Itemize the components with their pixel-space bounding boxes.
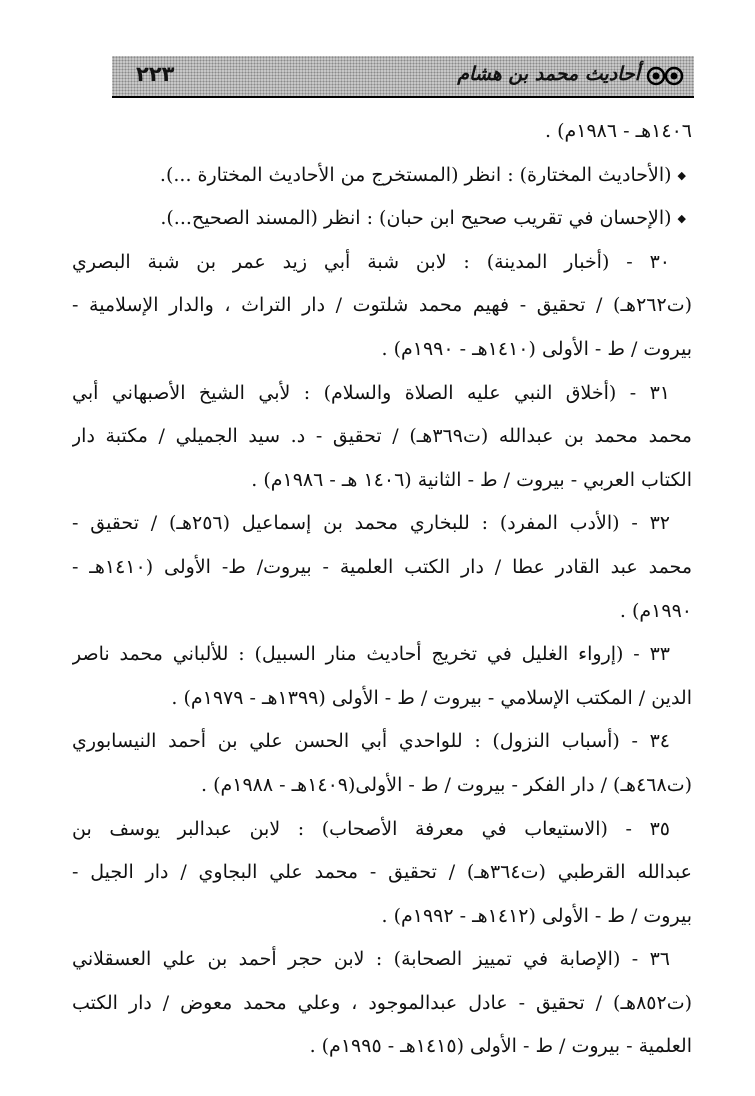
entry-continuation-line	[72, 982, 692, 1026]
bibliography-body	[72, 110, 692, 1069]
line-text: الكتاب العربي - بيروت / ط - الثانية (١٤٠٦ هـ - ١٩٨٦م) .	[251, 468, 692, 491]
line-text: (ت٤٦٨هـ) / دار الفكر - بيروت / ط - الأولى(١٤٠٩هـ - ١٩٨٨م) .	[201, 773, 692, 796]
page-header	[112, 56, 694, 98]
entry-continuation-line	[72, 764, 692, 808]
entry-continuation-line	[72, 284, 692, 328]
entry-continuation-line	[72, 459, 692, 503]
diamond-bullet-icon: ◆	[677, 168, 686, 182]
line-text: ٣٦ - (الإصابة في تمييز الصحابة) : لابن حجر أحمد بن علي العسقلاني	[72, 948, 670, 971]
running-title: أحاديث محمد بن هشام	[457, 63, 640, 85]
entry-continuation-line	[72, 328, 692, 372]
line-text: ٣٣ - (إرواء الغليل في تخريج أحاديث منار السبيل) : للألباني محمد ناصر	[72, 643, 670, 666]
entry-continuation-line	[72, 1025, 692, 1069]
line-text: ١٩٩٠م) .	[619, 599, 692, 622]
line-text: ٣٤ - (أسباب النزول) : للواحدي أبي الحسن علي بن أحمد النيسابوري	[72, 730, 670, 753]
entry-first-line	[72, 633, 692, 677]
entry-continuation-line	[72, 590, 692, 634]
line-text: بيروت / ط - الأولى (١٤١٢هـ - ١٩٩٢م) .	[381, 904, 692, 927]
entry-continuation-line	[72, 677, 692, 721]
entry-continuation-line	[72, 546, 692, 590]
page-number: ٢٢٣	[136, 62, 175, 86]
line-text: بيروت / ط - الأولى (١٤١٠هـ - ١٩٩٠م) .	[381, 337, 692, 360]
entry-continuation-line	[72, 110, 692, 154]
bullet-entry	[72, 154, 692, 198]
line-text: ٣١ - (أخلاق النبي عليه الصلاة والسلام) : لأبي الشيخ الأصبهاني أبي	[72, 381, 670, 404]
line-text: (الأحاديث المختارة) : انظر (المستخرج من الأحاديث المختارة ...).	[159, 163, 672, 186]
entry-continuation-line	[72, 415, 692, 459]
line-text: ٣٠ - (أخبار المدينة) : لابن شبة أبي زيد عمر بن شبة البصري	[72, 250, 670, 273]
line-text: عبدالله القرطبي (ت٣٦٤هـ) / تحقيق - محمد علي البجاوي / دار الجيل -	[72, 861, 692, 884]
line-text: ٣٥ - (الاستيعاب في معرفة الأصحاب) : لابن عبدالبر يوسف بن	[72, 817, 670, 840]
line-text: محمد عبد القادر عطا / دار الكتب العلمية - بيروت/ ط- الأولى (١٤١٠هـ -	[72, 555, 692, 578]
line-text: العلمية - بيروت / ط - الأولى (١٤١٥هـ - ١٩٩٥م) .	[309, 1035, 692, 1058]
entry-first-line	[72, 808, 692, 852]
ornament-icon	[646, 66, 684, 86]
entry-first-line	[72, 372, 692, 416]
entry-continuation-line	[72, 851, 692, 895]
line-text: الدين / المكتب الإسلامي - بيروت / ط - الأولى (١٣٩٩هـ - ١٩٧٩م) .	[171, 686, 692, 709]
line-text: ١٤٠٦هـ - ١٩٨٦م) .	[544, 120, 692, 142]
line-text: محمد محمد بن عبدالله (ت٣٦٩هـ) / تحقيق - د. سيد الجميلي / مكتبة دار	[72, 425, 692, 448]
bullet-entry	[72, 197, 692, 241]
diamond-bullet-icon: ◆	[677, 212, 686, 226]
entry-continuation-line	[72, 895, 692, 939]
entry-first-line	[72, 502, 692, 546]
line-text: ٣٢ - (الأدب المفرد) : للبخاري محمد بن إسماعيل (٢٥٦هـ) / تحقيق -	[72, 512, 671, 535]
line-text: (ت٢٦٢هـ) / تحقيق - فهيم محمد شلتوت / دار التراث ، والدار الإسلامية -	[72, 294, 692, 317]
line-text: (الإحسان في تقريب صحيح ابن حبان) : انظر (المسند الصحيح...).	[160, 207, 672, 230]
entry-first-line	[72, 938, 692, 982]
entry-first-line	[72, 720, 692, 764]
entry-first-line	[72, 241, 692, 285]
line-text: (ت٨٥٢هـ) / تحقيق - عادل عبدالموجود ، وعلي محمد معوض / دار الكتب	[72, 991, 692, 1014]
